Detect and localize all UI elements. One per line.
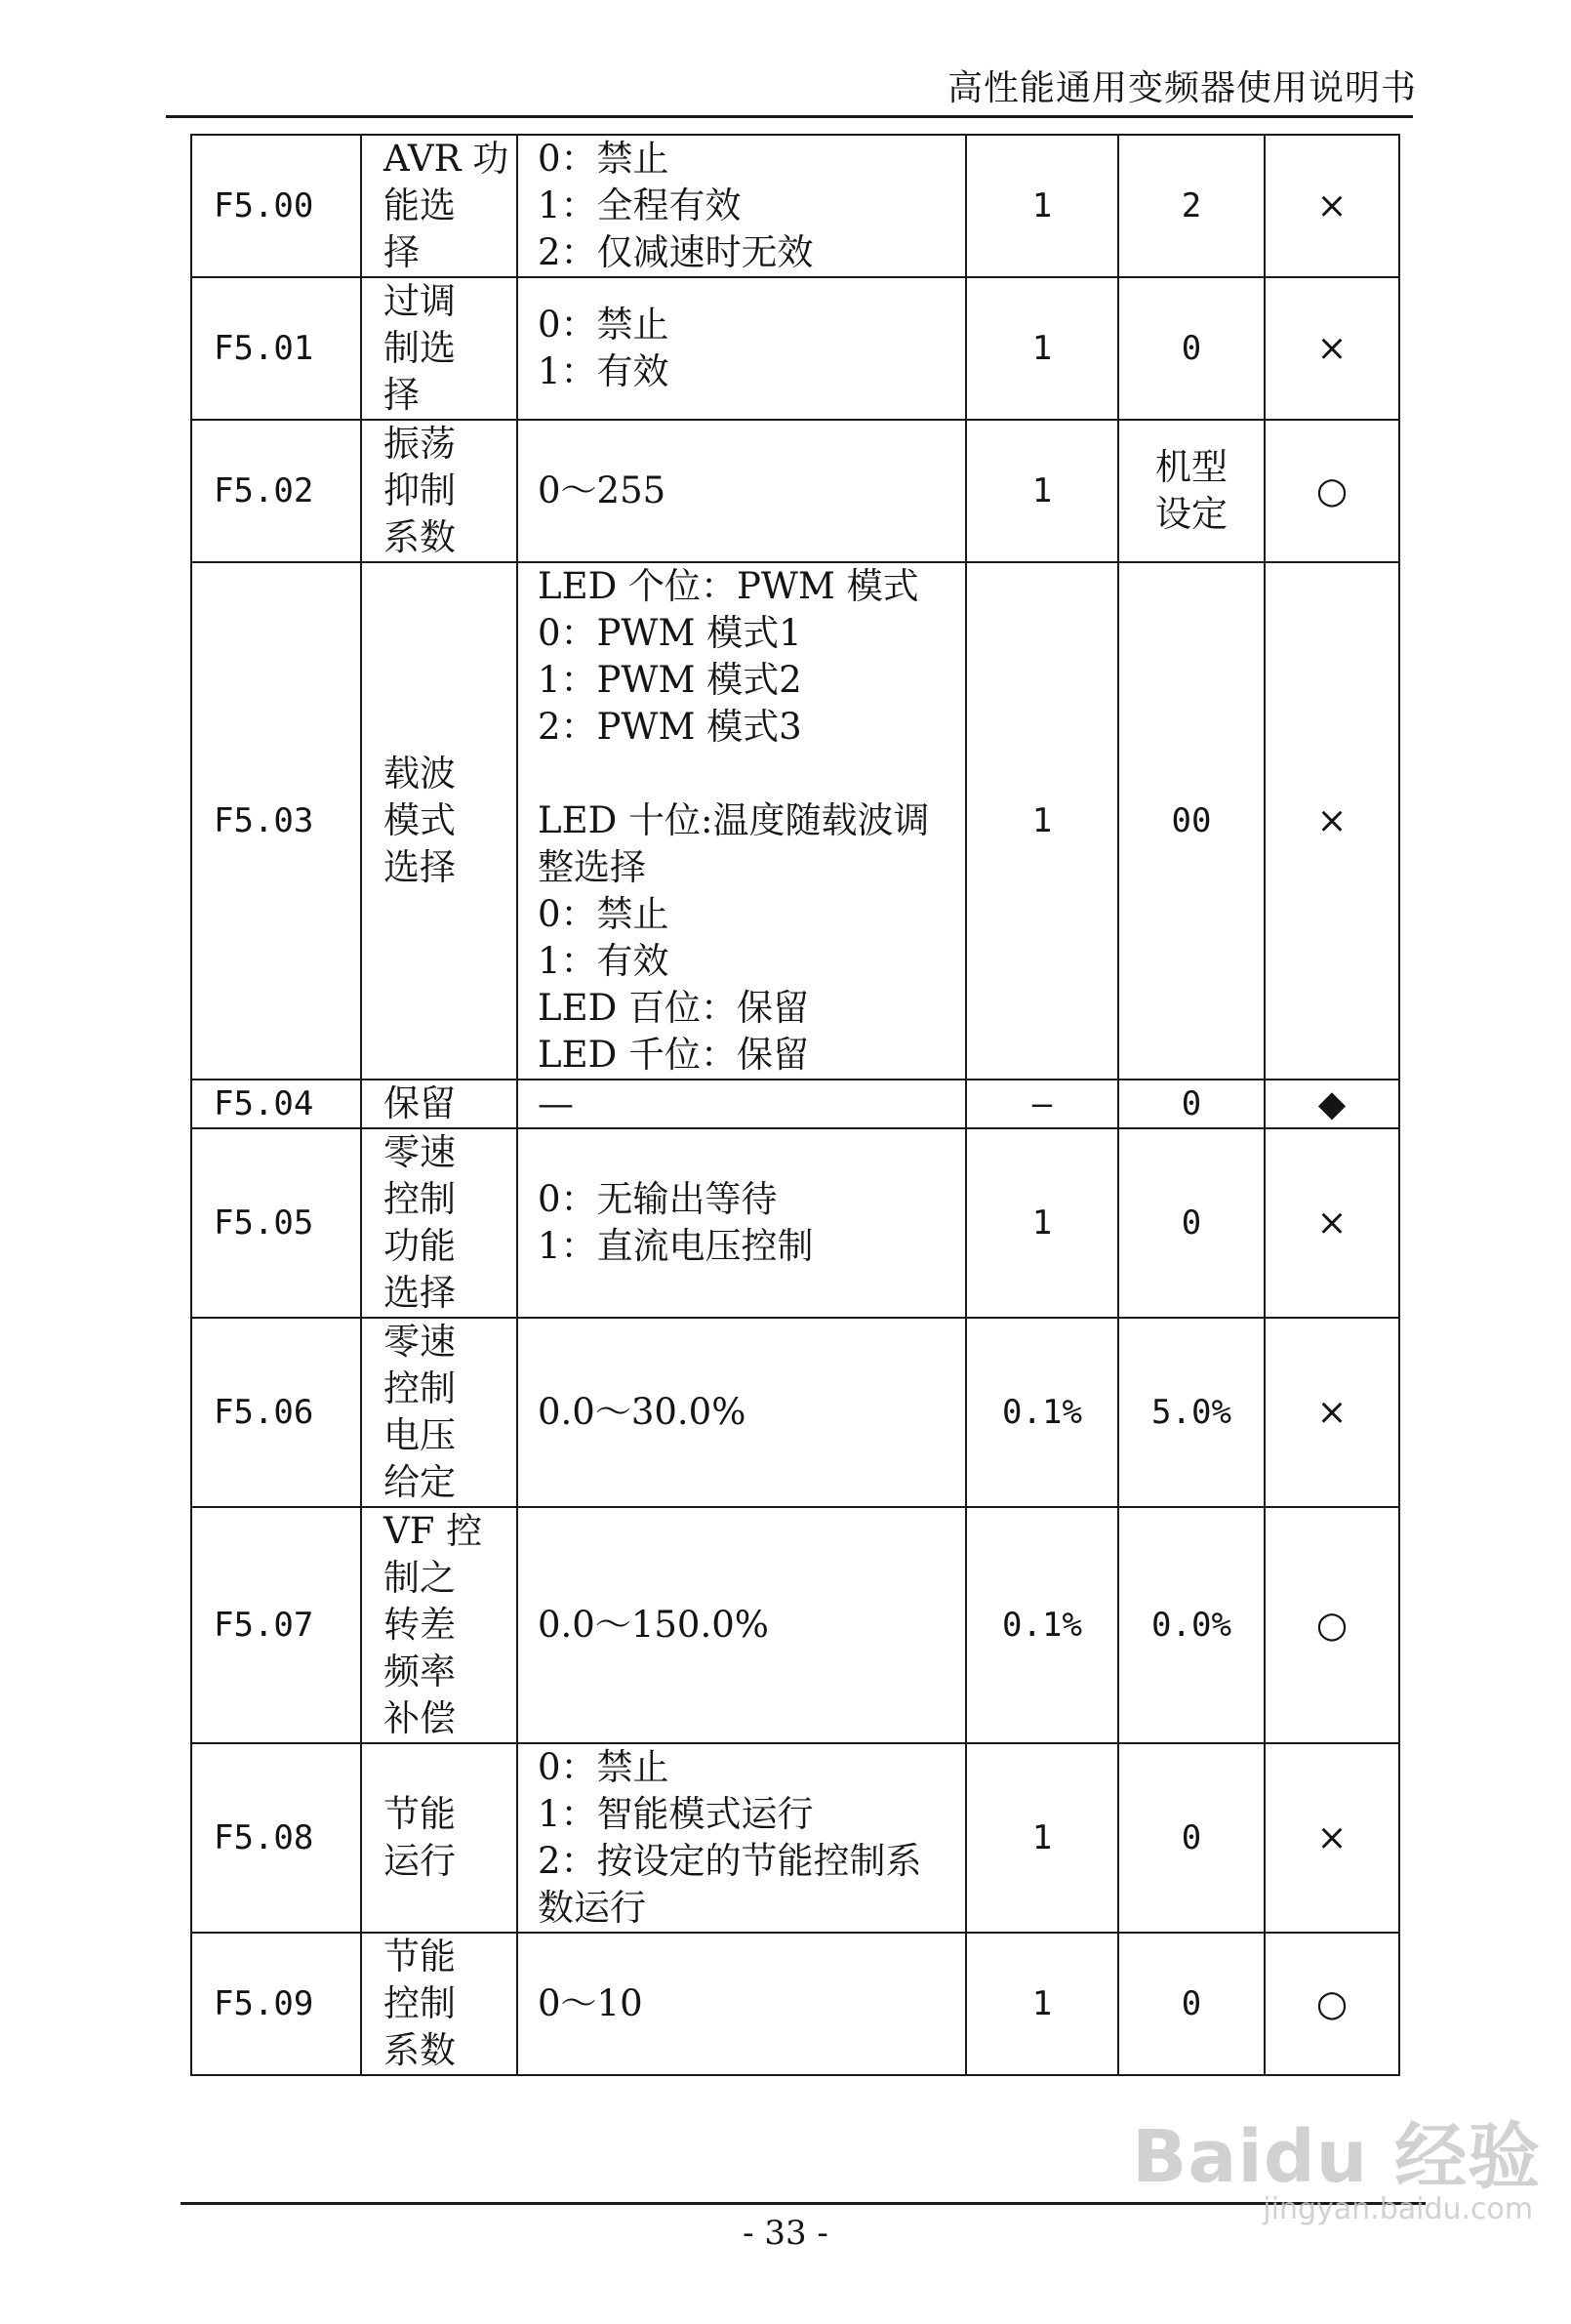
param-name	[361, 1743, 517, 1933]
param-range-line: 0～255	[538, 469, 666, 511]
param-default: 0	[1118, 1933, 1265, 2075]
param-unit: 1	[966, 277, 1118, 420]
param-range-line: 1：智能模式运行	[538, 1793, 814, 1835]
param-name-line: 频率	[383, 1651, 456, 1692]
param-range-line: 1：直流电压控制	[538, 1225, 814, 1267]
param-unit: 0.1%	[966, 1318, 1118, 1507]
param-range-line: LED 个位：PWM 模式	[538, 565, 919, 607]
param-name	[361, 1507, 517, 1743]
param-name	[361, 135, 517, 277]
param-code: F5.08	[191, 1743, 361, 1933]
param-name-line: 转差	[383, 1604, 456, 1646]
param-range	[517, 277, 966, 420]
param-range	[517, 135, 966, 277]
param-range-line: 0：禁止	[538, 893, 669, 935]
param-code: F5.04	[191, 1080, 361, 1128]
param-range-line: 1：全程有效	[538, 184, 742, 226]
param-default: 0	[1118, 1080, 1265, 1128]
param-name-line: 制选	[383, 327, 456, 369]
param-default: 0	[1118, 1128, 1265, 1318]
param-name-line: 振荡	[383, 423, 456, 465]
param-default-line: 设定	[1155, 493, 1228, 535]
param-code: F5.05	[191, 1128, 361, 1318]
param-modify-flag: ×	[1265, 1318, 1399, 1507]
document-title: 高性能通用变频器使用说明书	[947, 68, 1417, 108]
param-name-line: 节能	[383, 1793, 456, 1835]
param-name-line: 零速	[383, 1131, 456, 1173]
param-range-line: 0～10	[538, 1982, 643, 2024]
param-name-line: 给定	[383, 1461, 456, 1503]
param-name-line: 控制	[383, 1178, 456, 1220]
param-unit: 1	[966, 1933, 1118, 2075]
param-name	[361, 420, 517, 562]
param-range	[517, 1743, 966, 1933]
param-name	[361, 1128, 517, 1318]
param-range-line: —	[538, 1082, 574, 1124]
param-range-line	[538, 751, 965, 797]
param-name	[361, 1318, 517, 1507]
param-name-line: 系数	[383, 2029, 456, 2071]
param-unit: 1	[966, 1743, 1118, 1933]
param-name-line: 载波	[383, 753, 456, 795]
param-modify-flag: ×	[1265, 1743, 1399, 1933]
param-name-line: 模式	[383, 799, 456, 841]
table-row	[191, 562, 1399, 1080]
param-name-line: 选择	[383, 846, 456, 888]
param-name-line: 补偿	[383, 1697, 456, 1739]
param-modify-flag: ◆	[1265, 1080, 1399, 1128]
table-row	[191, 277, 1399, 420]
param-name-line: 过调	[383, 280, 456, 322]
table-row	[191, 1128, 1399, 1318]
param-range-line: 2：仅减速时无效	[538, 231, 814, 273]
param-range	[517, 562, 966, 1080]
param-default: 2	[1118, 135, 1265, 277]
param-range-line: 0：禁止	[538, 304, 669, 346]
param-range	[517, 1318, 966, 1507]
param-default-line: 机型	[1155, 446, 1228, 488]
param-range-line: 0：禁止	[538, 138, 669, 180]
param-range	[517, 1933, 966, 2075]
param-default: 5.0%	[1118, 1318, 1265, 1507]
param-name-line: VF 控	[383, 1510, 483, 1552]
param-unit: —	[966, 1080, 1118, 1128]
param-name-line: 择	[383, 374, 420, 416]
param-range-line: 1：有效	[538, 940, 669, 982]
param-modify-flag: ×	[1265, 135, 1399, 277]
param-range	[517, 1507, 966, 1743]
header-rule	[166, 115, 1413, 118]
table-row	[191, 135, 1399, 277]
param-unit: 1	[966, 1128, 1118, 1318]
param-modify-flag: ○	[1265, 420, 1399, 562]
param-code: F5.00	[191, 135, 361, 277]
param-range-line: LED 百位：保留	[538, 987, 810, 1029]
param-range	[517, 420, 966, 562]
param-name	[361, 1933, 517, 2075]
param-default: 0.0%	[1118, 1507, 1265, 1743]
param-range-line: 2：按设定的节能控制系	[538, 1840, 922, 1882]
param-range-line: 1：PWM 模式2	[538, 659, 802, 701]
param-default: 00	[1118, 562, 1265, 1080]
param-name-line: 系数	[383, 516, 456, 558]
param-code: F5.03	[191, 562, 361, 1080]
param-name-line: 保留	[383, 1082, 456, 1124]
param-name-line: 运行	[383, 1840, 456, 1882]
param-range-line: 2：PWM 模式3	[538, 706, 802, 748]
param-range-line: LED 千位：保留	[538, 1034, 810, 1076]
param-name-line: 抑制	[383, 469, 456, 511]
param-name-line: 能选	[383, 184, 456, 226]
watermark-logo: Baidu 经验	[1132, 2115, 1542, 2199]
param-unit: 1	[966, 562, 1118, 1080]
param-range-line: 0：无输出等待	[538, 1178, 778, 1220]
param-unit: 0.1%	[966, 1507, 1118, 1743]
param-default: 0	[1118, 1743, 1265, 1933]
param-code: F5.02	[191, 420, 361, 562]
parameter-table-body	[191, 135, 1399, 2075]
watermark-url: jingyan.baidu.com	[1263, 2192, 1534, 2226]
table-row	[191, 1933, 1399, 2075]
page-number: - 33 -	[743, 2214, 828, 2253]
param-range-line: 0：禁止	[538, 1746, 669, 1788]
param-modify-flag: ×	[1265, 562, 1399, 1080]
table-row	[191, 1080, 1399, 1128]
param-range-line: 1：有效	[538, 350, 669, 392]
param-range-line: 0.0～150.0%	[538, 1604, 769, 1646]
param-modify-flag: ○	[1265, 1933, 1399, 2075]
param-name-line: 节能	[383, 1936, 456, 1977]
parameter-table	[190, 134, 1400, 2076]
param-name	[361, 1080, 517, 1128]
param-name-line: 功能	[383, 1225, 456, 1267]
param-modify-flag: ×	[1265, 1128, 1399, 1318]
param-range-line: 0.0～30.0%	[538, 1391, 746, 1433]
param-code: F5.01	[191, 277, 361, 420]
param-default: 0	[1118, 277, 1265, 420]
param-name-line: 电压	[383, 1414, 456, 1456]
param-range	[517, 1128, 966, 1318]
param-name	[361, 562, 517, 1080]
table-row	[191, 420, 1399, 562]
param-unit: 1	[966, 420, 1118, 562]
param-name-line: 选择	[383, 1272, 456, 1314]
param-range-line: 整选择	[538, 846, 646, 888]
param-range	[517, 1080, 966, 1128]
table-row	[191, 1507, 1399, 1743]
param-modify-flag: ○	[1265, 1507, 1399, 1743]
param-unit: 1	[966, 135, 1118, 277]
watermark	[1132, 2115, 1542, 2226]
param-name-line: AVR 功	[383, 138, 509, 180]
param-modify-flag: ×	[1265, 277, 1399, 420]
param-name-line: 零速	[383, 1321, 456, 1363]
param-range-line: 数运行	[538, 1887, 646, 1929]
param-range-line: LED 十位:温度随载波调	[538, 799, 930, 841]
param-range-line: 0：PWM 模式1	[538, 612, 802, 654]
param-name-line: 制之	[383, 1557, 456, 1599]
param-name	[361, 277, 517, 420]
param-code: F5.07	[191, 1507, 361, 1743]
table-row	[191, 1743, 1399, 1933]
param-code: F5.06	[191, 1318, 361, 1507]
param-code: F5.09	[191, 1933, 361, 2075]
table-row	[191, 1318, 1399, 1507]
param-default	[1118, 420, 1265, 562]
param-name-line: 控制	[383, 1982, 456, 2024]
param-name-line: 择	[383, 231, 420, 273]
param-name-line: 控制	[383, 1367, 456, 1409]
